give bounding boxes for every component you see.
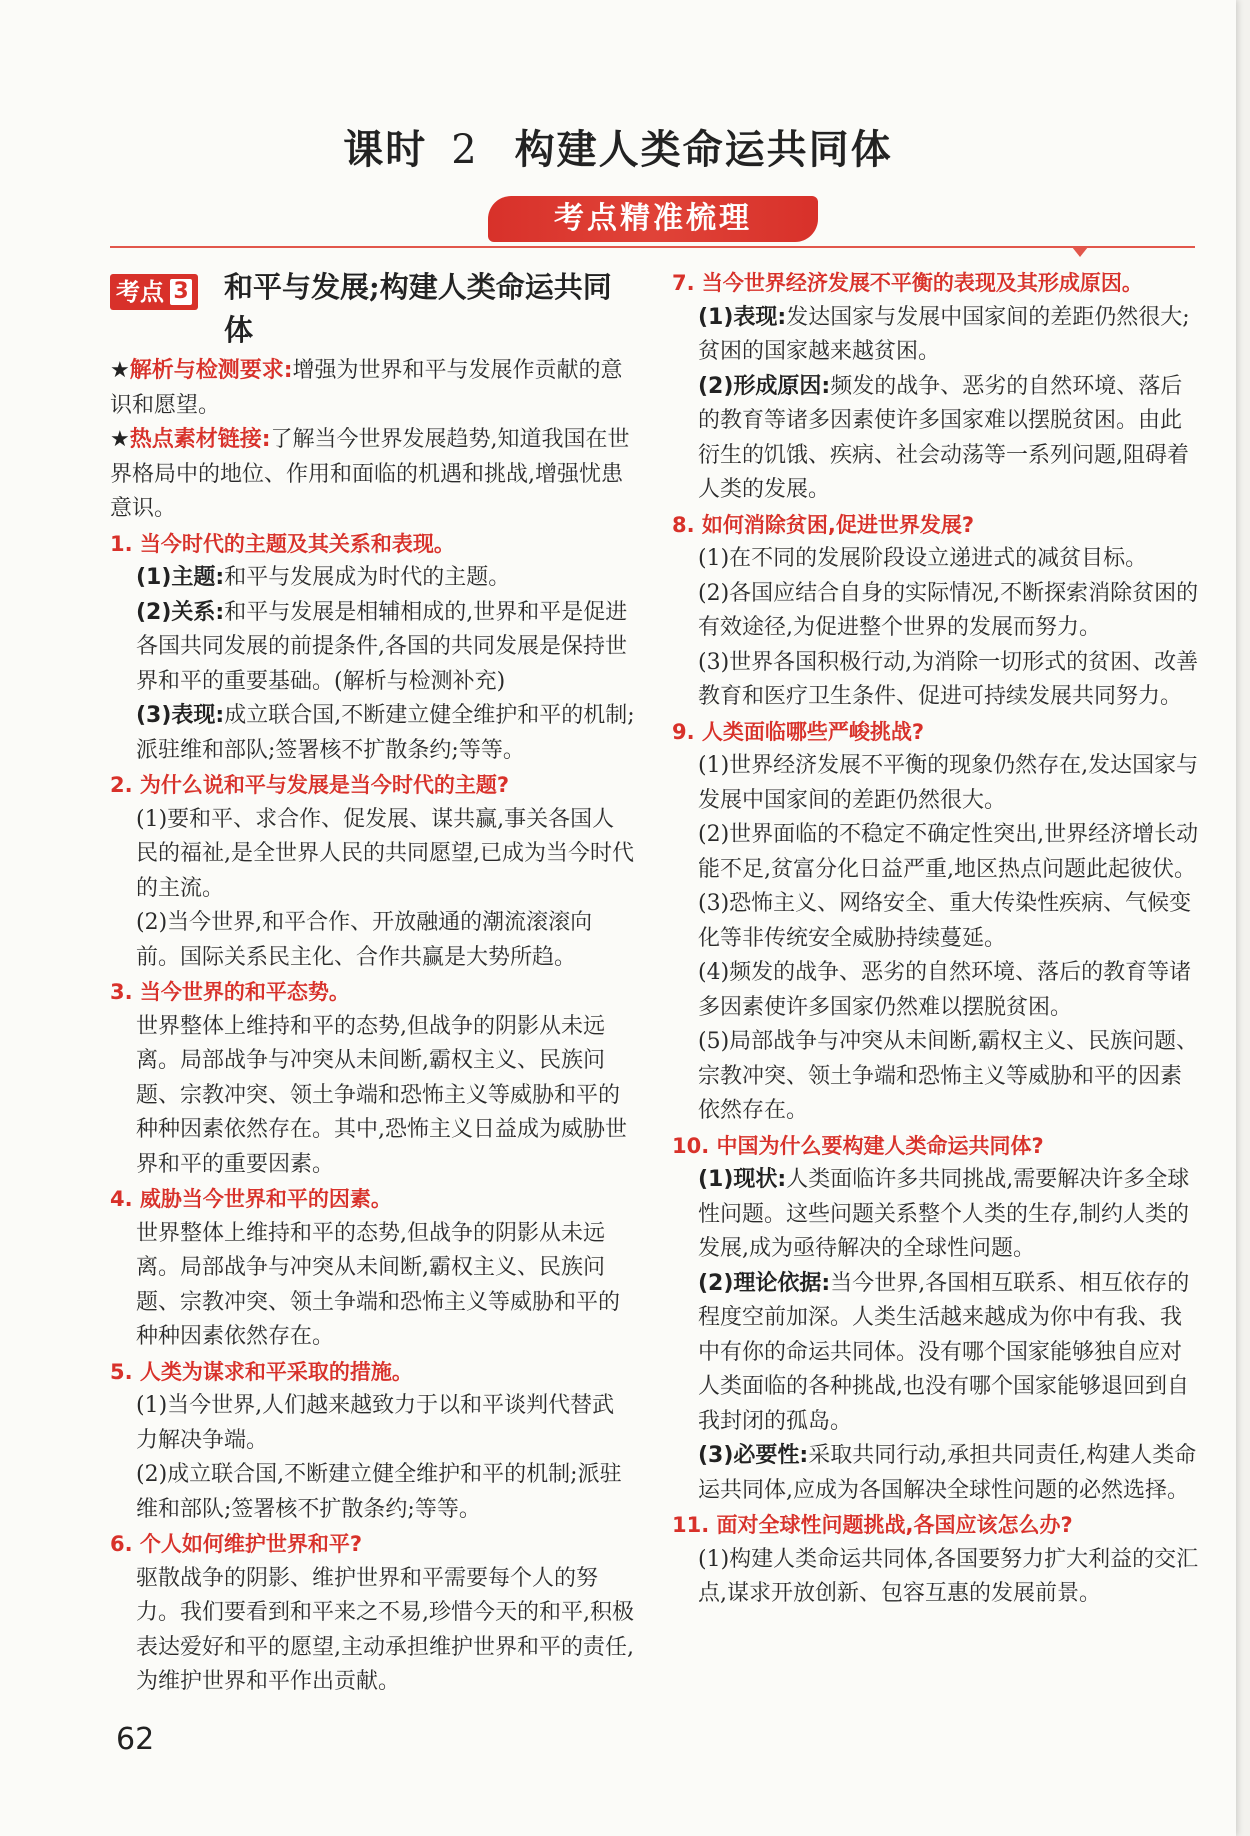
answer-paragraph	[672, 646, 1200, 715]
star-label: 解析与检测要求:	[129, 358, 293, 383]
question-heading: 6. 个人如何维护世界和平?	[110, 1532, 363, 1556]
question-heading: 1. 当今时代的主题及其关系和表现。	[110, 531, 455, 556]
star-label: 热点素材链接:	[129, 427, 271, 452]
answer-keyword: (3)必要性:	[698, 1443, 809, 1468]
lesson-title	[0, 118, 1236, 175]
answer-paragraph	[110, 561, 635, 596]
answer-paragraph	[110, 1217, 635, 1355]
answer-paragraph	[110, 596, 635, 700]
question-heading: 9. 人类面临哪些严峻挑战?	[672, 719, 925, 744]
question-heading: 7. 当今世界经济发展不平衡的表现及其形成原因。	[672, 271, 1143, 295]
answer-text: (2)世界面临的不稳定不确定性突出,世界经济增长动能不足,贫富分化日益严重,地区热点问题此起彼伏。	[698, 822, 1199, 882]
answer-text: (1)当今世界,人们越来越致力于以和平谈判代替武力解决争端。	[136, 1393, 615, 1453]
answer-text: 频发的战争、恶劣的自然环境、落后的教育等诸多因素使许多国家难以摆脱贫困。由此衍生的饥饿、疾病、社会动荡等一系列问题,阻碍着人类的发展。	[698, 373, 1189, 502]
kaodian-number: 3	[170, 279, 192, 305]
header-rule-notch	[1072, 247, 1088, 257]
answer-paragraph	[110, 1389, 635, 1458]
answer-paragraph	[110, 803, 635, 907]
answer-keyword: (1)现状:	[698, 1167, 787, 1192]
answer-paragraph	[672, 1025, 1200, 1129]
right-sections	[672, 266, 1200, 1612]
question-heading: 3. 当今世界的和平态势。	[110, 980, 350, 1004]
answer-paragraph	[110, 1458, 635, 1527]
kaodian-title: 和平与发展;构建人类命运共同体	[224, 270, 612, 347]
answer-text: 和平与发展成为时代的主题。	[224, 565, 511, 590]
answer-text: 当今世界,各国相互联系、相互依存的程度空前加深。人类生活越来越成为你中有我、我中有你的命运共同体。没有哪个国家能够独自应对人类面临的各种挑战,也没有哪个国家能够退回到自我封闭的孤岛。	[698, 1270, 1190, 1434]
kaodian-heading	[110, 266, 635, 352]
answer-keyword: (3)表现:	[136, 703, 225, 728]
answer-keyword: (2)关系:	[136, 599, 225, 625]
answer-paragraph	[672, 818, 1200, 887]
answer-text: 人类面临许多共同挑战,需要解决许多全球性问题。这些问题关系整个人类的生存,制约人类的发展,成为亟待解决的全球性问题。	[698, 1167, 1190, 1261]
answer-keyword: (2)形成原因:	[698, 373, 831, 399]
answer-text: 成立联合国,不断建立健全维护和平的机制;派驻维和部队;签署核不扩散条约;等等。	[136, 703, 635, 763]
answer-text: (2)成立联合国,不断建立健全维护和平的机制;派驻维和部队;签署核不扩散条约;等等。	[136, 1462, 622, 1522]
star-text: 增强为世界和平与发展作贡献的意识和愿望。	[110, 358, 623, 418]
answer-paragraph	[672, 749, 1200, 818]
answer-paragraph	[672, 577, 1200, 646]
header-rule	[110, 246, 1195, 248]
answer-text: (1)世界经济发展不平衡的现象仍然存在,发达国家与发展中国家间的差距仍然很大。	[698, 753, 1199, 813]
answer-text: 世界整体上维持和平的态势,但战争的阴影从未远离。局部战争与冲突从未间断,霸权主义、民族问题、宗教冲突、领土争端和恐怖主义等威胁和平的种种因素依然存在。	[136, 1220, 621, 1349]
kaodian-label: 考点	[116, 277, 164, 306]
lesson-title-text: 构建人类命运共同体	[514, 127, 893, 173]
answer-text: (1)在不同的发展阶段设立递进式的减贫目标。	[698, 546, 1148, 571]
answer-text: 驱散战争的阴影、维护世界和平需要每个人的努力。我们要看到和平来之不易,珍惜今天的和平,积极表达爱好和平的愿望,主动承担维护世界和平的责任,为维护世界和平作出贡献。	[136, 1565, 634, 1694]
answer-text: (5)局部战争与冲突从未间断,霸权主义、民族问题、宗教冲突、领土争端和恐怖主义等威胁和平的因素依然存在。	[698, 1029, 1199, 1123]
answer-text: (2)各国应结合自身的实际情况,不断探索消除贫困的有效途径,为促进整个世界的发展而努力。	[698, 580, 1199, 640]
answer-paragraph	[672, 887, 1200, 956]
left-sections	[110, 527, 635, 1700]
answer-text: (2)当今世界,和平合作、开放融通的潮流滚滚向前。国际关系民主化、合作共赢是大势所趋。	[136, 910, 593, 970]
answer-paragraph	[672, 1543, 1200, 1612]
answer-keyword: (1)表现:	[698, 304, 787, 330]
star-hotspot: ★热点素材链接:了解当今世界发展趋势,知道我国在世界格局中的地位、作用和面临的机遇和挑战,增强忧患意识。	[110, 427, 630, 521]
answer-paragraph	[110, 906, 635, 975]
answer-text: (1)要和平、求合作、促发展、谋共赢,事关各国人民的福祉,是全世界人民的共同愿望,已成为当今时代的主流。	[136, 806, 634, 901]
question-heading: 11. 面对全球性问题挑战,各国应该怎么办?	[672, 1513, 1073, 1537]
answer-paragraph	[110, 1562, 635, 1700]
answer-paragraph	[672, 956, 1200, 1025]
kaodian-badge	[110, 274, 198, 310]
answer-paragraph	[110, 1010, 635, 1183]
question-heading: 8. 如何消除贫困,促进世界发展?	[672, 512, 975, 537]
answer-paragraph	[672, 542, 1200, 577]
left-column	[110, 266, 635, 1700]
answer-text: (3)恐怖主义、网络安全、重大传染性疾病、气候变化等非传统安全威胁持续蔓延。	[698, 891, 1192, 951]
question-heading: 4. 威胁当今世界和平的因素。	[110, 1187, 392, 1211]
star-text: 了解当今世界发展趋势,知道我国在世界格局中的地位、作用和面临的机遇和挑战,增强忧患意识。	[110, 427, 630, 521]
answer-keyword: (1)主题:	[136, 565, 225, 590]
right-column	[672, 266, 1200, 1612]
page-number: 62	[116, 1722, 155, 1757]
answer-keyword: (2)理论依据:	[698, 1270, 831, 1296]
star-requirement: ★解析与检测要求:增强为世界和平与发展作贡献的意识和愿望。	[110, 358, 623, 418]
section-banner: 考点精准梳理	[488, 196, 818, 242]
answer-text: 发达国家与发展中国家间的差距仍然很大;贫困的国家越来越贫困。	[698, 304, 1190, 364]
question-heading: 2. 为什么说和平与发展是当今时代的主题?	[110, 773, 510, 797]
answer-paragraph	[672, 1163, 1200, 1267]
answer-paragraph	[672, 301, 1200, 370]
answer-text: (4)频发的战争、恶劣的自然环境、落后的教育等诸多因素使许多国家仍然难以摆脱贫困。	[698, 960, 1192, 1020]
answer-text: 采取共同行动,承担共同责任,构建人类命运共同体,应成为各国解决全球性问题的必然选择。	[698, 1443, 1197, 1503]
answer-paragraph	[110, 699, 635, 768]
answer-paragraph	[672, 1267, 1200, 1440]
answer-paragraph	[672, 1439, 1200, 1508]
answer-text: 世界整体上维持和平的态势,但战争的阴影从未远离。局部战争与冲突从未间断,霸权主义、民族问题、宗教冲突、领土争端和恐怖主义等威胁和平的种种因素依然存在。其中,恐怖主义日益成为威胁世界和平的重要因素。	[136, 1013, 627, 1177]
answer-paragraph	[672, 370, 1200, 508]
answer-text: (1)构建人类命运共同体,各国要努力扩大利益的交汇点,谋求开放创新、包容互惠的发展前景。	[698, 1546, 1199, 1606]
lesson-number: 2	[451, 127, 479, 173]
answer-text: 和平与发展是相辅相成的,世界和平是促进各国共同发展的前提条件,各国的共同发展是保持世界和平的重要基础。(解析与检测补充)	[136, 599, 628, 694]
question-heading: 5. 人类为谋求和平采取的措施。	[110, 1359, 413, 1384]
answer-text: (3)世界各国积极行动,为消除一切形式的贫困、改善教育和医疗卫生条件、促进可持续发展共同努力。	[698, 649, 1199, 709]
lesson-label: 课时	[343, 127, 428, 173]
question-heading: 10. 中国为什么要构建人类命运共同体?	[672, 1133, 1044, 1158]
